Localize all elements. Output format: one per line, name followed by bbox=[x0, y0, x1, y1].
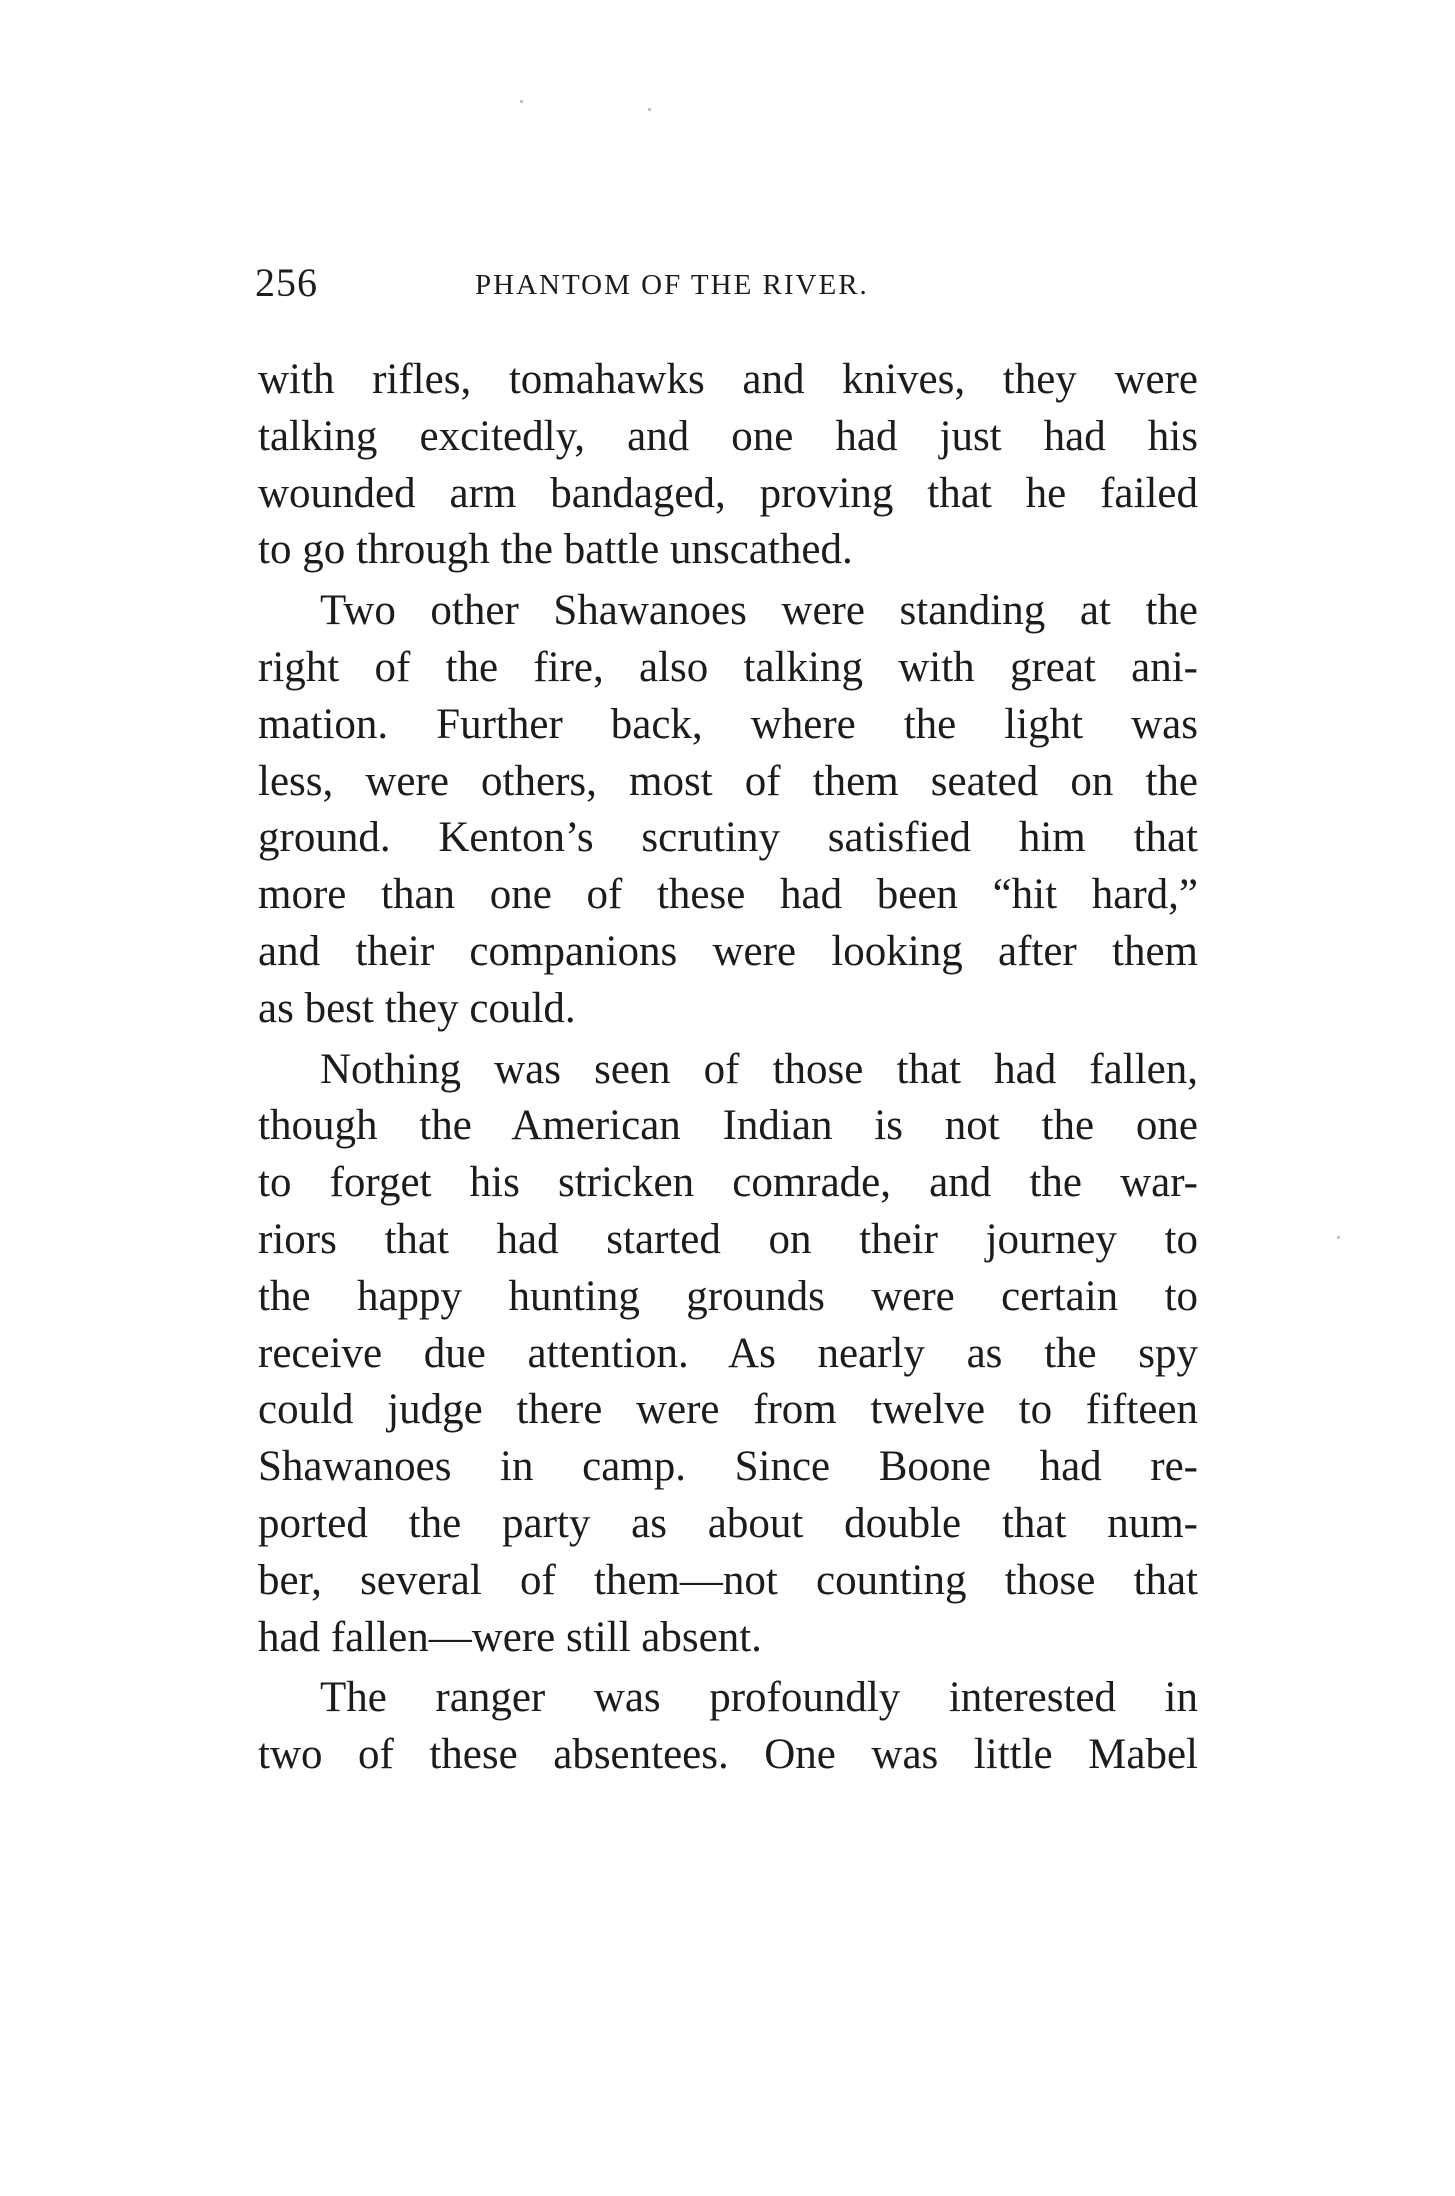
page-header bbox=[255, 258, 1205, 308]
text-line: ported the party as about double that num- bbox=[258, 1499, 1198, 1547]
running-head: PHANTOM OF THE RIVER. bbox=[475, 269, 869, 301]
text-line: receive due attention. As nearly as the spy bbox=[258, 1329, 1198, 1377]
paragraph bbox=[258, 352, 1198, 579]
text-line: wounded arm bandaged, proving that he failed bbox=[258, 469, 1198, 517]
text-line: Nothing was seen of those that had fallen, bbox=[320, 1045, 1198, 1093]
body-text bbox=[258, 352, 1198, 1784]
text-line: The ranger was profoundly interested in bbox=[320, 1674, 1198, 1722]
text-line: ber, several of them—not counting those that bbox=[258, 1556, 1198, 1604]
text-line: riors that had started on their journey to bbox=[258, 1215, 1198, 1263]
text-line: right of the fire, also talking with great ani- bbox=[258, 643, 1198, 691]
text-line: to go through the battle unscathed. bbox=[258, 526, 853, 574]
paper-speck bbox=[648, 108, 651, 111]
text-line: more than one of these had been “hit hard,” bbox=[258, 871, 1198, 919]
paragraph bbox=[258, 1042, 1198, 1667]
text-line: could judge there were from twelve to fifteen bbox=[258, 1386, 1198, 1434]
text-line: talking excitedly, and one had just had his bbox=[258, 412, 1198, 460]
text-line: and their companions were looking after them bbox=[258, 927, 1198, 975]
text-line: to forget his stricken comrade, and the war- bbox=[258, 1159, 1198, 1207]
paper-speck bbox=[520, 100, 523, 103]
page-number: 256 bbox=[255, 260, 318, 305]
text-line: though the American Indian is not the one bbox=[258, 1102, 1198, 1150]
text-line: two of these absentees. One was little Mabel bbox=[258, 1731, 1198, 1779]
paragraph bbox=[258, 1670, 1198, 1784]
text-line: as best they could. bbox=[258, 984, 576, 1032]
paper-speck bbox=[1337, 1236, 1340, 1239]
text-line: had fallen—were still absent. bbox=[258, 1613, 762, 1661]
paragraph bbox=[258, 583, 1198, 1037]
text-line: with rifles, tomahawks and knives, they were bbox=[258, 356, 1198, 403]
text-line: Shawanoes in camp. Since Boone had re- bbox=[258, 1443, 1198, 1491]
text-line: ground. Kenton’s scrutiny satisfied him that bbox=[258, 814, 1198, 862]
text-line: mation. Further back, where the light was bbox=[258, 700, 1198, 748]
text-line: Two other Shawanoes were standing at the bbox=[320, 587, 1198, 635]
text-line: less, were others, most of them seated on the bbox=[258, 757, 1198, 805]
text-line: the happy hunting grounds were certain to bbox=[258, 1272, 1198, 1320]
